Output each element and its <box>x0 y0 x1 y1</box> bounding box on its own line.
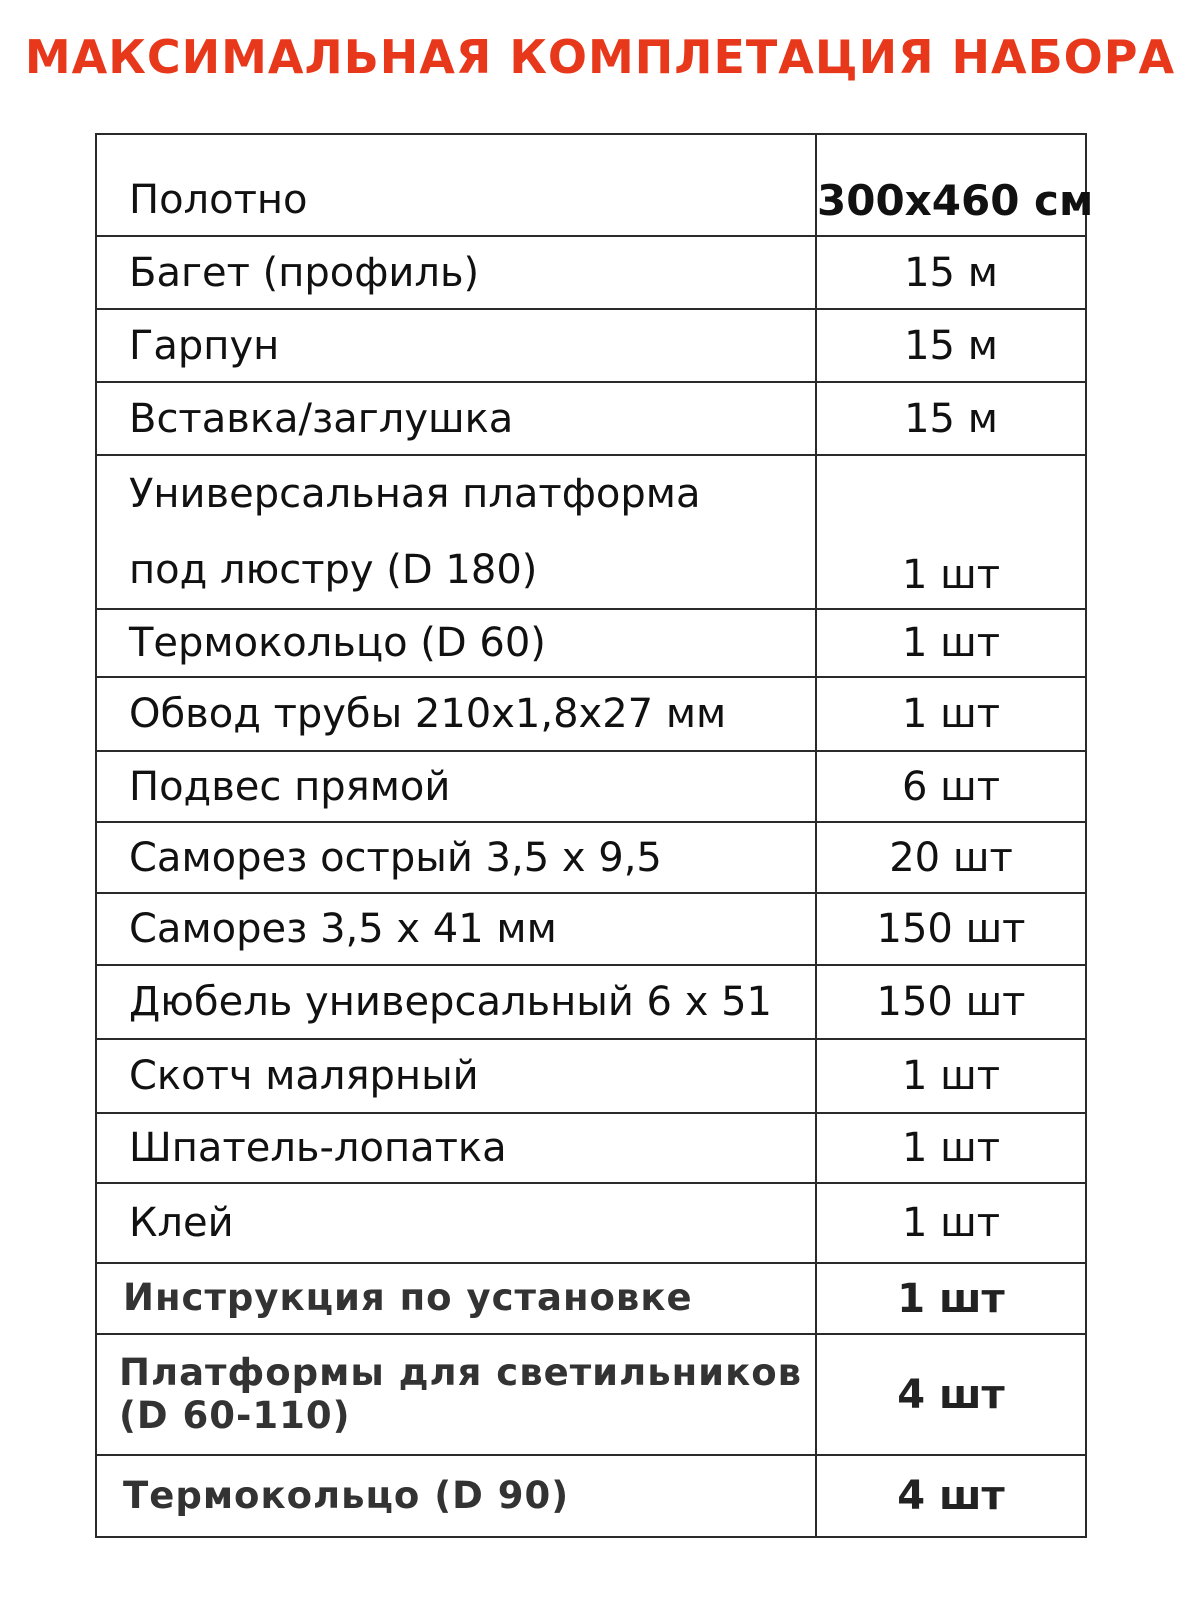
item-quantity: 1 шт <box>816 1039 1086 1113</box>
item-name <box>96 1334 816 1455</box>
item-name: Клей <box>96 1183 816 1263</box>
table-row <box>96 1455 1086 1537</box>
item-name: Гарпун <box>96 309 816 382</box>
item-name <box>96 455 816 609</box>
table-row <box>96 1039 1086 1113</box>
item-quantity: 150 шт <box>816 893 1086 965</box>
item-quantity: 15 м <box>816 382 1086 455</box>
table-row <box>96 134 1086 236</box>
item-name: Дюбель универсальный 6 x 51 <box>96 965 816 1039</box>
table-row <box>96 822 1086 893</box>
item-quantity: 15 м <box>816 309 1086 382</box>
table-row <box>96 236 1086 309</box>
table-row <box>96 609 1086 677</box>
item-quantity: 15 м <box>816 236 1086 309</box>
page-title: МАКСИМАЛЬНАЯ КОМПЛЕТАЦИЯ НАБОРА <box>24 30 1176 84</box>
table-row <box>96 1263 1086 1334</box>
item-quantity: 1 шт <box>816 1113 1086 1183</box>
item-quantity: 1 шт <box>816 1183 1086 1263</box>
item-name: Подвес прямой <box>96 751 816 822</box>
item-quantity: 4 шт <box>816 1334 1086 1455</box>
item-quantity: 300x460 см <box>816 134 1086 236</box>
table-row <box>96 1113 1086 1183</box>
item-quantity: 20 шт <box>816 822 1086 893</box>
item-quantity: 6 шт <box>816 751 1086 822</box>
table-row <box>96 965 1086 1039</box>
item-quantity: 1 шт <box>816 455 1086 609</box>
item-quantity: 150 шт <box>816 965 1086 1039</box>
table-row <box>96 893 1086 965</box>
item-name: Полотно <box>96 134 816 236</box>
item-name: Обвод трубы 210x1,8x27 мм <box>96 677 816 751</box>
table-row <box>96 455 1086 609</box>
item-name: Вставка/заглушка <box>96 382 816 455</box>
item-name-line: (D 60-110) <box>119 1393 351 1437</box>
item-name: Термокольцо (D 60) <box>96 609 816 677</box>
item-quantity: 1 шт <box>816 677 1086 751</box>
table-row <box>96 309 1086 382</box>
item-name: Саморез острый 3,5 x 9,5 <box>96 822 816 893</box>
item-quantity: 1 шт <box>816 1263 1086 1334</box>
item-name-line: под люстру (D 180) <box>129 547 538 593</box>
table-row <box>96 1183 1086 1263</box>
item-name: Шпатель-лопатка <box>96 1113 816 1183</box>
item-name: Скотч малярный <box>96 1039 816 1113</box>
item-name-line: Универсальная платформа <box>129 471 701 517</box>
table-row <box>96 382 1086 455</box>
item-name-line: Платформы для светильников <box>119 1350 803 1394</box>
item-quantity: 4 шт <box>816 1455 1086 1537</box>
table-row <box>96 677 1086 751</box>
table-row <box>96 751 1086 822</box>
item-quantity: 1 шт <box>816 609 1086 677</box>
item-name: Багет (профиль) <box>96 236 816 309</box>
table-row <box>96 1334 1086 1455</box>
kit-contents-table <box>95 133 1094 1538</box>
item-name: Инструкция по установке <box>96 1263 816 1334</box>
item-name: Саморез 3,5 x 41 мм <box>96 893 816 965</box>
item-name: Термокольцо (D 90) <box>96 1455 816 1537</box>
